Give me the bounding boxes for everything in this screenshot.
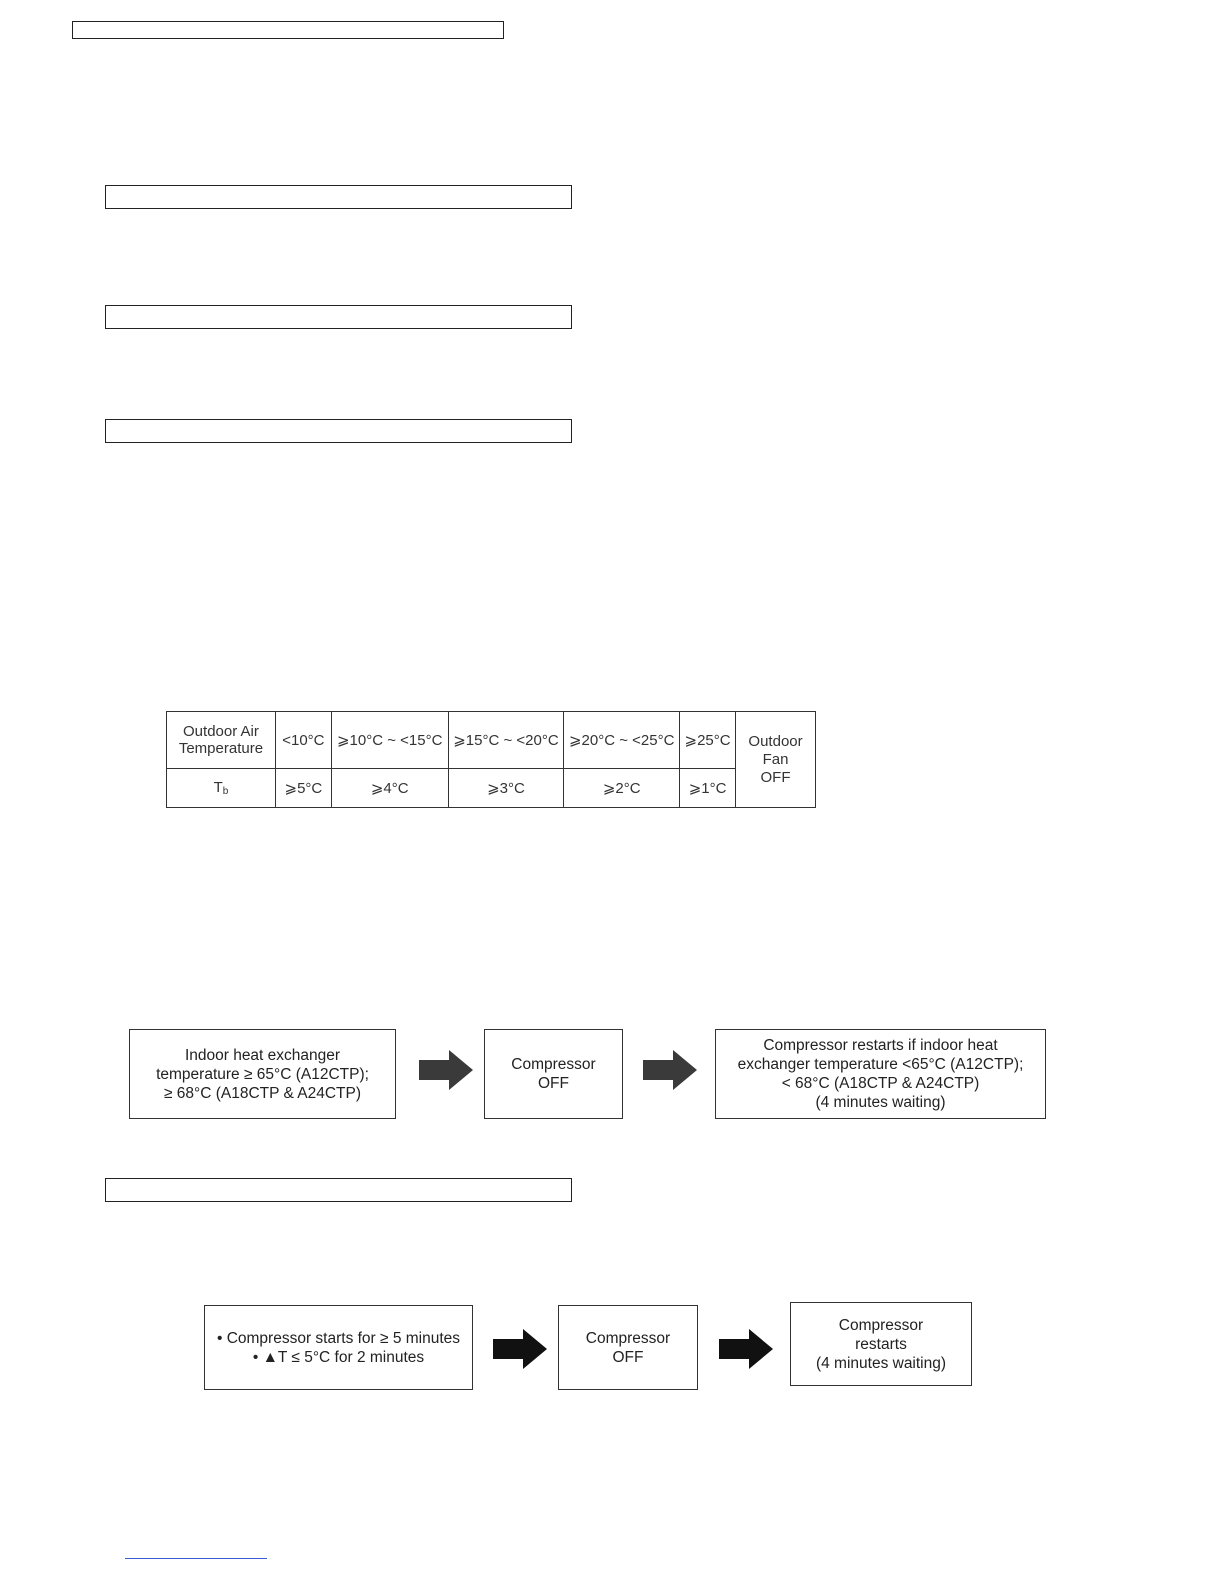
tb-label-sub: b xyxy=(222,786,229,797)
table-row xyxy=(167,769,816,808)
range-cell: ⩾20°C ~ <25°C xyxy=(564,712,680,769)
outdoor-fan-off-cell xyxy=(736,712,816,808)
tb-value-cell: ⩾5°C xyxy=(275,769,331,808)
compressor-off-box xyxy=(484,1029,623,1119)
label-line-1: Outdoor Air xyxy=(183,723,259,740)
right-arrow-icon xyxy=(719,1329,773,1369)
compressor-restart-box xyxy=(790,1302,972,1386)
page-header-box xyxy=(72,21,504,39)
range-cell: ⩾10°C ~ <15°C xyxy=(331,712,448,769)
outdoor-fan-off-text: Outdoor Fan OFF xyxy=(748,732,803,786)
tb-value-cell: ⩾3°C xyxy=(448,769,564,808)
footer-link-underline[interactable] xyxy=(125,1558,267,1559)
outdoor-air-temperature-label xyxy=(167,712,276,769)
label-line-2: Temperature xyxy=(178,740,264,757)
compressor-restart-text: Compressor restarts if indoor heat exchanger temperature <65°C (A12CTP); < 68°C (A18CTP & A24CTP) (4 minutes waiting) xyxy=(737,1037,1024,1111)
tb-value-cell: ⩾1°C xyxy=(680,769,736,808)
range-cell: ⩾15°C ~ <20°C xyxy=(448,712,564,769)
section-heading-box-2 xyxy=(105,305,572,329)
overheat-condition-box xyxy=(129,1029,396,1119)
tb-value-cell: ⩾4°C xyxy=(331,769,448,808)
right-arrow-icon xyxy=(643,1050,697,1090)
tb-label-main: T xyxy=(213,779,223,796)
tb-label xyxy=(167,769,276,808)
compressor-off-box xyxy=(558,1305,698,1390)
delta-t-condition-text: • Compressor starts for ≥ 5 minutes • ▲T ≤ 5°C for 2 minutes xyxy=(216,1329,461,1366)
range-cell: <10°C xyxy=(275,712,331,769)
right-arrow-icon xyxy=(419,1050,473,1090)
delta-t-condition-box xyxy=(204,1305,473,1390)
section-heading-box-3 xyxy=(105,419,572,443)
table-row xyxy=(167,712,816,769)
compressor-off-text: Compressor OFF xyxy=(511,1056,596,1092)
range-cell: ⩾25°C xyxy=(680,712,736,769)
tb-value-cell: ⩾2°C xyxy=(564,769,680,808)
overheat-condition-text: Indoor heat exchanger temperature ≥ 65°C (A12CTP); ≥ 68°C (A18CTP & A24CTP) xyxy=(156,1046,369,1102)
outdoor-fan-control-table xyxy=(166,711,816,808)
right-arrow-icon xyxy=(493,1329,547,1369)
section-heading-box-1 xyxy=(105,185,572,209)
compressor-off-text: Compressor OFF xyxy=(585,1329,671,1366)
compressor-restart-text: Compressor restarts (4 minutes waiting) xyxy=(815,1316,947,1372)
compressor-restart-box xyxy=(715,1029,1046,1119)
section-heading-box-4 xyxy=(105,1178,572,1202)
